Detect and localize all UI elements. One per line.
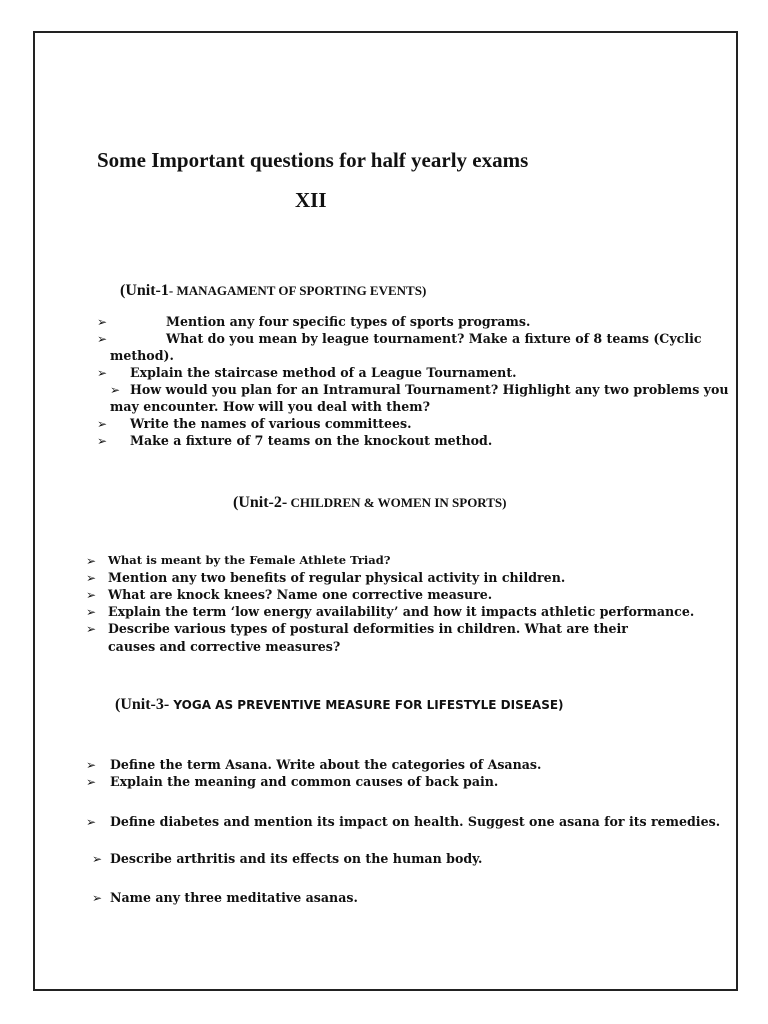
unit-2-question-2: Mention any two benefits of regular physical activity in children. <box>108 570 566 585</box>
arrow-icon: ➢ <box>97 417 108 431</box>
arrow-icon: ➢ <box>86 775 97 789</box>
arrow-icon: ➢ <box>86 815 97 829</box>
unit-1-question-3: Explain the staircase method of a League Tournament. <box>130 365 517 380</box>
unit-2-question-5-cont: causes and corrective measures? <box>108 639 341 654</box>
unit-2-question-4: Explain the term ‘low energy availability’ and how it impacts athletic performance. <box>108 604 695 619</box>
unit-1-question-6: Make a fixture of 7 teams on the knockout method. <box>130 433 493 448</box>
arrow-icon: ➢ <box>97 434 108 448</box>
unit-2-heading <box>233 494 506 512</box>
arrow-icon: ➢ <box>97 315 108 329</box>
unit-1-question-4-cont: may encounter. How will you deal with them? <box>110 399 430 414</box>
unit-3-question-4: Describe arthritis and its effects on the human body. <box>110 851 483 866</box>
unit-1-prefix: (Unit-1 <box>120 282 169 299</box>
arrow-icon: ➢ <box>92 891 103 905</box>
unit-1-question-2: What do you mean by league tournament? Make a fixture of 8 teams (Cyclic <box>166 331 702 346</box>
unit-1-question-2-cont: method). <box>110 348 174 363</box>
unit-3-name: YOGA AS PREVENTIVE MEASURE FOR LIFESTYLE DISEASE) <box>169 698 564 712</box>
arrow-icon: ➢ <box>97 366 108 380</box>
unit-3-question-1: Define the term Asana. Write about the categories of Asanas. <box>110 757 542 772</box>
unit-3-prefix: (Unit-3- <box>115 696 170 713</box>
unit-2-question-3: What are knock knees? Name one corrective measure. <box>108 587 493 602</box>
arrow-icon: ➢ <box>86 758 97 772</box>
arrow-icon: ➢ <box>86 571 97 585</box>
unit-3-question-3: Define diabetes and mention its impact on health. Suggest one asana for its remedies. <box>110 814 721 829</box>
unit-3-heading <box>115 696 564 714</box>
arrow-icon: ➢ <box>86 605 97 619</box>
unit-2-question-1: What is meant by the Female Athlete Triad? <box>108 553 391 567</box>
arrow-icon: ➢ <box>86 622 97 636</box>
arrow-icon: ➢ <box>86 588 97 602</box>
arrow-icon: ➢ <box>86 554 97 568</box>
unit-2-prefix: (Unit-2- <box>233 494 288 511</box>
arrow-icon: ➢ <box>92 852 103 866</box>
unit-1-name: - MANAGAMENT OF SPORTING EVENTS) <box>168 283 427 298</box>
unit-1-heading <box>120 282 426 300</box>
class-label: XII <box>295 188 327 212</box>
unit-1-question-4: How would you plan for an Intramural Tournament? Highlight any two problems you <box>130 382 729 397</box>
page-title: Some Important questions for half yearly exams <box>97 148 529 172</box>
unit-1-question-1: Mention any four specific types of sports programs. <box>166 314 531 329</box>
unit-2-question-5: Describe various types of postural deformities in children. What are their <box>108 621 628 636</box>
arrow-icon: ➢ <box>97 332 108 346</box>
unit-3-question-5: Name any three meditative asanas. <box>110 890 358 905</box>
unit-2-name: CHILDREN & WOMEN IN SPORTS) <box>287 495 507 510</box>
arrow-icon: ➢ <box>110 383 121 397</box>
unit-3-question-2: Explain the meaning and common causes of back pain. <box>110 774 499 789</box>
unit-1-question-5: Write the names of various committees. <box>130 416 412 431</box>
